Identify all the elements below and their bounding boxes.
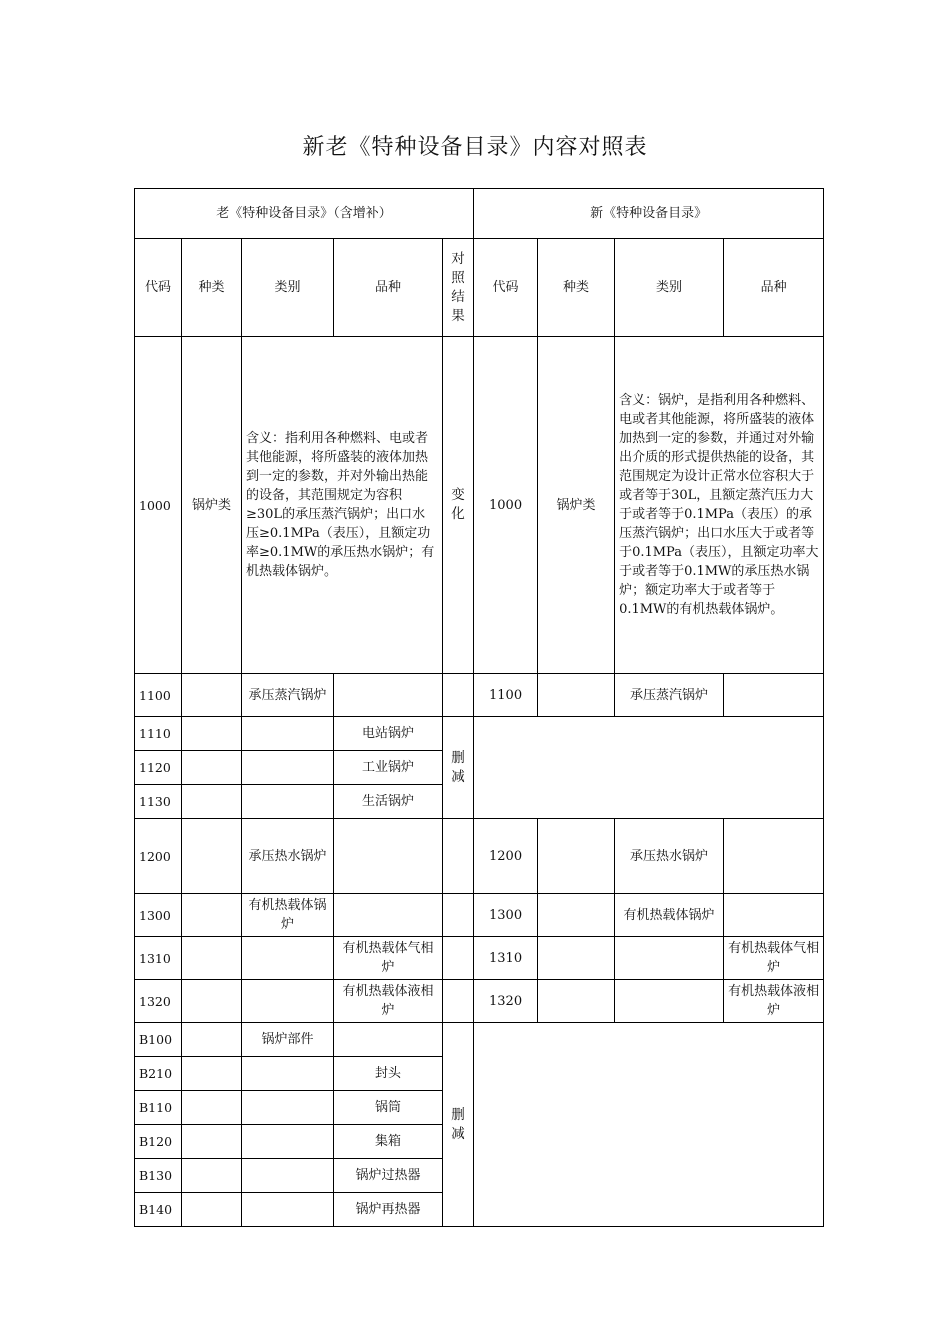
old-variety (334, 894, 443, 937)
old-variety: 有机热载体气相炉 (334, 937, 443, 980)
old-code: 1300 (135, 894, 182, 937)
new-kind (538, 674, 615, 717)
old-kind (182, 1159, 242, 1193)
new-kind (538, 894, 615, 937)
header-row-columns (135, 239, 824, 337)
old-category (242, 1125, 334, 1159)
page-title: 新老《特种设备目录》内容对照表 (302, 135, 648, 160)
table-row (135, 717, 824, 751)
new-category (615, 980, 724, 1023)
new-category-header: 类别 (615, 239, 724, 337)
old-kind (182, 1057, 242, 1091)
old-kind: 锅炉类 (182, 337, 242, 674)
old-category (242, 1159, 334, 1193)
new-code: 1000 (474, 337, 538, 674)
old-category: 有机热载体锅炉 (242, 894, 334, 937)
old-variety: 生活锅炉 (334, 785, 443, 819)
comparison-result: 删减 (443, 717, 474, 819)
old-category (242, 980, 334, 1023)
new-definition: 含义：锅炉，是指利用各种燃料、电或者其他能源，将所盛装的液体加热到一定的参数，并通过对外输出介质的形式提供热能的设备，其范围规定为设计正常水位容积大于或者等于30L，且额定蒸汽压力大于或者等于0.1MPa（表压）的承压蒸汽锅炉；出口水压大于或者等于0.1MPa（表压），且额定功率大于或者等于0.1MW的承压热水锅炉；额定功率大于或者等于0.1MW的有机热载体锅炉。 (615, 337, 824, 674)
new-category: 承压热水锅炉 (615, 819, 724, 894)
old-code: 1120 (135, 751, 182, 785)
comparison-result (443, 980, 474, 1023)
comparison-result: 变化 (443, 337, 474, 674)
old-variety: 锅筒 (334, 1091, 443, 1125)
new-kind (538, 937, 615, 980)
old-code: B140 (135, 1193, 182, 1227)
old-code: B100 (135, 1023, 182, 1057)
new-kind-header: 种类 (538, 239, 615, 337)
comparison-result (443, 894, 474, 937)
old-kind-header: 种类 (182, 239, 242, 337)
new-variety (724, 674, 824, 717)
old-variety: 集箱 (334, 1125, 443, 1159)
old-code: B130 (135, 1159, 182, 1193)
old-code: 1320 (135, 980, 182, 1023)
old-variety: 电站锅炉 (334, 717, 443, 751)
new-variety (724, 894, 824, 937)
old-variety: 工业锅炉 (334, 751, 443, 785)
new-code: 1100 (474, 674, 538, 717)
new-category: 有机热载体锅炉 (615, 894, 724, 937)
old-category (242, 1193, 334, 1227)
old-category: 承压蒸汽锅炉 (242, 674, 334, 717)
old-kind (182, 980, 242, 1023)
new-variety-header: 品种 (724, 239, 824, 337)
comparison-result (443, 937, 474, 980)
comparison-result (443, 674, 474, 717)
old-kind (182, 751, 242, 785)
table-row (135, 337, 824, 674)
new-category: 承压蒸汽锅炉 (615, 674, 724, 717)
old-category (242, 785, 334, 819)
old-code: B110 (135, 1091, 182, 1125)
old-kind (182, 674, 242, 717)
old-category (242, 1091, 334, 1125)
old-variety (334, 1023, 443, 1057)
old-category (242, 751, 334, 785)
new-variety (724, 819, 824, 894)
old-code: 1130 (135, 785, 182, 819)
old-kind (182, 1193, 242, 1227)
new-category (615, 937, 724, 980)
new-empty-block (474, 717, 824, 819)
table-row (135, 980, 824, 1023)
old-variety: 锅炉再热器 (334, 1193, 443, 1227)
old-variety (334, 819, 443, 894)
new-empty-block (474, 1023, 824, 1227)
old-code: B210 (135, 1057, 182, 1091)
result-header: 对照结果 (443, 239, 474, 337)
old-kind (182, 717, 242, 751)
new-kind (538, 819, 615, 894)
new-code-header: 代码 (474, 239, 538, 337)
old-code: 1310 (135, 937, 182, 980)
old-code: 1110 (135, 717, 182, 751)
old-kind (182, 1023, 242, 1057)
old-code: 1100 (135, 674, 182, 717)
table-row (135, 674, 824, 717)
old-catalog-header: 老《特种设备目录》（含增补） (135, 189, 474, 239)
old-category: 锅炉部件 (242, 1023, 334, 1057)
old-variety: 锅炉过热器 (334, 1159, 443, 1193)
old-variety: 封头 (334, 1057, 443, 1091)
old-category: 承压热水锅炉 (242, 819, 334, 894)
table-row (135, 1023, 824, 1057)
old-code: B120 (135, 1125, 182, 1159)
old-category (242, 1057, 334, 1091)
old-variety-header: 品种 (334, 239, 443, 337)
old-code: 1200 (135, 819, 182, 894)
new-kind: 锅炉类 (538, 337, 615, 674)
old-kind (182, 1125, 242, 1159)
old-category (242, 717, 334, 751)
old-category (242, 937, 334, 980)
old-kind (182, 894, 242, 937)
comparison-table (134, 188, 824, 1227)
old-variety (334, 674, 443, 717)
old-kind (182, 819, 242, 894)
old-category-header: 类别 (242, 239, 334, 337)
new-code: 1300 (474, 894, 538, 937)
old-code: 1000 (135, 337, 182, 674)
old-kind (182, 1091, 242, 1125)
new-code: 1320 (474, 980, 538, 1023)
header-row-catalogs (135, 189, 824, 239)
new-variety: 有机热载体液相炉 (724, 980, 824, 1023)
old-variety: 有机热载体液相炉 (334, 980, 443, 1023)
table-row (135, 937, 824, 980)
old-kind (182, 937, 242, 980)
new-variety: 有机热载体气相炉 (724, 937, 824, 980)
old-definition: 含义：指利用各种燃料、电或者其他能源，将所盛装的液体加热到一定的参数，并对外输出热能的设备，其范围规定为容积≥30L的承压蒸汽锅炉；出口水压≥0.1MPa（表压），且额定功率≥0.1MW的承压热水锅炉；有机热载体锅炉。 (242, 337, 443, 674)
new-code: 1200 (474, 819, 538, 894)
table-row (135, 819, 824, 894)
comparison-result (443, 819, 474, 894)
old-kind (182, 785, 242, 819)
new-code: 1310 (474, 937, 538, 980)
table-row (135, 894, 824, 937)
comparison-result: 删减 (443, 1023, 474, 1227)
new-kind (538, 980, 615, 1023)
new-catalog-header: 新《特种设备目录》 (474, 189, 824, 239)
old-code-header: 代码 (135, 239, 182, 337)
